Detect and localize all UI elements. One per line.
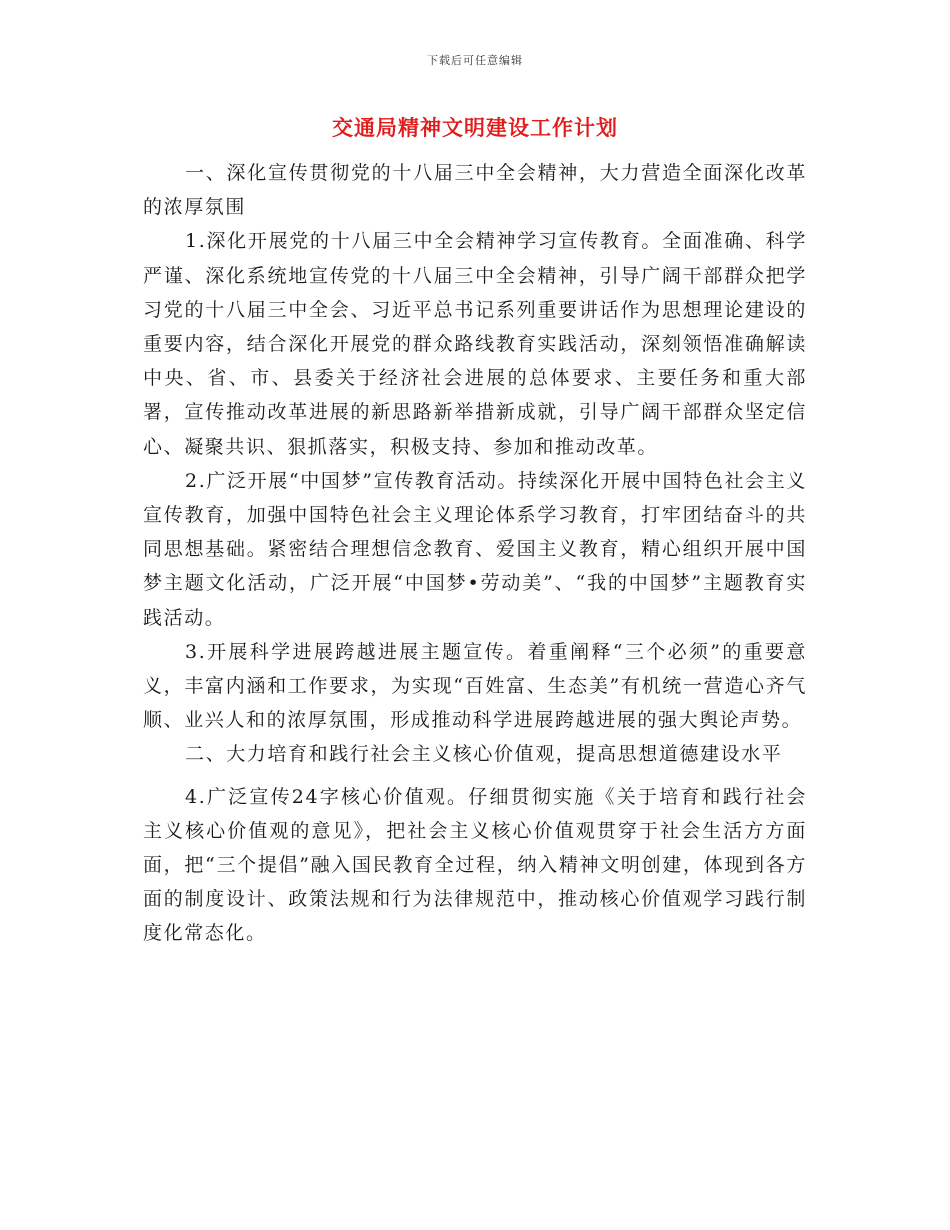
- paragraph-item-2: 2.广泛开展“中国梦”宣传教育活动。持续深化开展中国特色社会主义宣传教育，加强中国特色社会主义理论体系学习教育，打牢团结奋斗的共同思想基础。紧密结合理想信念教育、爱国主义教育，精心组织开展中国梦主题文化活动，广泛开展“中国梦•劳动美”、“我的中国梦”主题教育实践活动。: [143, 469, 807, 629]
- paragraph-item-3: 3.开展科学进展跨越进展主题宣传。着重阐释“三个必须”的重要意义，丰富内涵和工作要求，为实现“百姓富、生态美”有机统一营造心齐气顺、业兴人和的浓厚氛围，形成推动科学进展跨越进展的强大舆论声势。: [143, 640, 807, 732]
- paragraph-item-1: 1.深化开展党的十八届三中全会精神学习宣传教育。全面准确、科学严谨、深化系统地宣传党的十八届三中全会精神，引导广阔干部群众把学习党的十八届三中全会、习近平总书记系列重要讲话作为思想理论建设的重要内容，结合深化开展党的群众路线教育实践活动，深刻领悟准确解读中央、省、市、县委关于经济社会进展的总体要求、主要任务和重大部署，宣传推动改革进展的新思路新举措新成就，引导广阔干部群众坚定信心、凝聚共识、狠抓落实，积极支持、参加和推动改革。: [143, 230, 807, 458]
- header-note: 下载后可任意编辑: [427, 54, 523, 67]
- document-title: 交通局精神文明建设工作计划: [332, 116, 618, 140]
- paragraph-item-4: 4.广泛宣传24字核心价值观。仔细贯彻实施《关于培育和践行社会主义核心价值观的意见》，把社会主义核心价值观贯穿于社会生活方方面面，把“三个提倡”融入国民教育全过程，纳入精神文明创建，体现到各方面的制度设计、政策法规和行为法律规范中，推动核心价值观学习践行制度化常态化。: [143, 785, 807, 945]
- document-body: [143, 156, 807, 951]
- section-heading-2: 二、大力培育和践行社会主义核心价值观，提高思想道德建设水平: [185, 743, 783, 766]
- section-heading-1: 一、深化宣传贯彻党的十八届三中全会精神，大力营造全面深化改革的浓厚氛围: [143, 162, 807, 219]
- paragraph-gap: [143, 772, 807, 780]
